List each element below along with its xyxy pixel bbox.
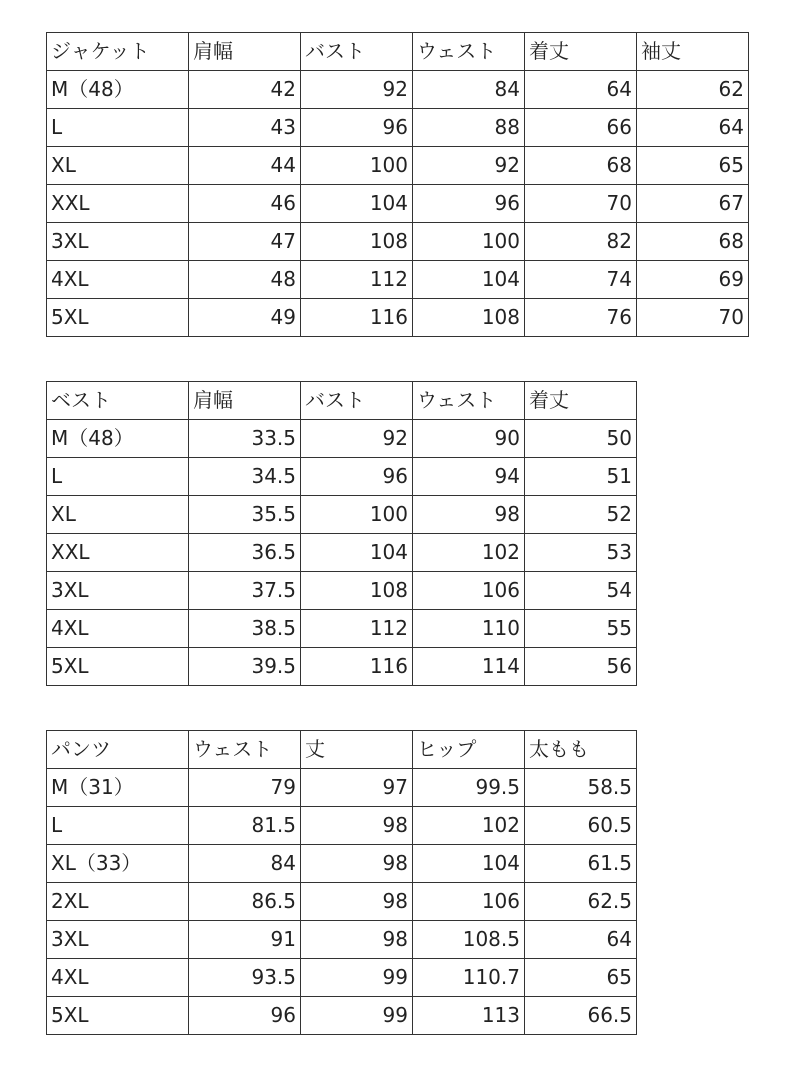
table-row	[47, 997, 637, 1035]
measurement-cell: 46	[189, 185, 301, 223]
measurement-cell: 33.5	[189, 420, 301, 458]
measurement-cell: 34.5	[189, 458, 301, 496]
measurement-cell: 96	[301, 109, 413, 147]
measurement-cell: 62.5	[525, 883, 637, 921]
measurement-cell: 39.5	[189, 648, 301, 686]
measurement-cell: 65	[525, 959, 637, 997]
size-label-cell: 5XL	[47, 299, 189, 337]
measurement-cell: 48	[189, 261, 301, 299]
pants-size-table	[46, 730, 637, 1035]
measurement-cell: 104	[413, 845, 525, 883]
measurement-cell: 98	[301, 807, 413, 845]
measurement-cell: 68	[525, 147, 637, 185]
table-header-row	[47, 382, 637, 420]
measurement-cell: 74	[525, 261, 637, 299]
table-row	[47, 845, 637, 883]
measurement-cell: 42	[189, 71, 301, 109]
measurement-cell: 86.5	[189, 883, 301, 921]
table-column-header: ウェスト	[413, 33, 525, 71]
measurement-cell: 104	[413, 261, 525, 299]
measurement-cell: 88	[413, 109, 525, 147]
table-row	[47, 921, 637, 959]
size-label-cell: L	[47, 109, 189, 147]
table-row	[47, 299, 749, 337]
table-row	[47, 109, 749, 147]
size-label-cell: 3XL	[47, 223, 189, 261]
table-row	[47, 420, 637, 458]
table-row	[47, 223, 749, 261]
table-column-header: 肩幅	[189, 33, 301, 71]
measurement-cell: 65	[637, 147, 749, 185]
measurement-cell: 108	[301, 572, 413, 610]
size-label-cell: M（48）	[47, 420, 189, 458]
measurement-cell: 84	[413, 71, 525, 109]
table-row	[47, 147, 749, 185]
measurement-cell: 112	[301, 610, 413, 648]
measurement-cell: 112	[301, 261, 413, 299]
size-label-cell: 3XL	[47, 921, 189, 959]
table-row	[47, 496, 637, 534]
table-row	[47, 458, 637, 496]
measurement-cell: 44	[189, 147, 301, 185]
measurement-cell: 62	[637, 71, 749, 109]
table-column-header: 丈	[301, 731, 413, 769]
measurement-cell: 106	[413, 883, 525, 921]
measurement-cell: 114	[413, 648, 525, 686]
table-row	[47, 883, 637, 921]
measurement-cell: 61.5	[525, 845, 637, 883]
table-row	[47, 572, 637, 610]
table-column-header: ウェスト	[189, 731, 301, 769]
size-label-cell: 4XL	[47, 959, 189, 997]
measurement-cell: 113	[413, 997, 525, 1035]
measurement-cell: 60.5	[525, 807, 637, 845]
table-category-header: パンツ	[47, 731, 189, 769]
measurement-cell: 51	[525, 458, 637, 496]
measurement-cell: 92	[301, 71, 413, 109]
measurement-cell: 116	[301, 299, 413, 337]
table-column-header: 着丈	[525, 382, 637, 420]
measurement-cell: 99	[301, 959, 413, 997]
measurement-cell: 110.7	[413, 959, 525, 997]
table-column-header: ウェスト	[413, 382, 525, 420]
measurement-cell: 64	[525, 921, 637, 959]
measurement-cell: 53	[525, 534, 637, 572]
measurement-cell: 64	[637, 109, 749, 147]
table-column-header: 太もも	[525, 731, 637, 769]
vest-size-table	[46, 381, 637, 686]
measurement-cell: 56	[525, 648, 637, 686]
measurement-cell: 100	[413, 223, 525, 261]
measurement-cell: 100	[301, 496, 413, 534]
table-column-header: ヒップ	[413, 731, 525, 769]
measurement-cell: 67	[637, 185, 749, 223]
table-column-header: バスト	[301, 382, 413, 420]
table-category-header: ジャケット	[47, 33, 189, 71]
measurement-cell: 90	[413, 420, 525, 458]
measurement-cell: 79	[189, 769, 301, 807]
measurement-cell: 92	[301, 420, 413, 458]
size-label-cell: 2XL	[47, 883, 189, 921]
measurement-cell: 82	[525, 223, 637, 261]
jacket-size-table	[46, 32, 749, 337]
table-row	[47, 185, 749, 223]
measurement-cell: 99.5	[413, 769, 525, 807]
measurement-cell: 92	[413, 147, 525, 185]
table-header-row	[47, 731, 637, 769]
measurement-cell: 58.5	[525, 769, 637, 807]
size-label-cell: 3XL	[47, 572, 189, 610]
pants-table-body	[47, 731, 637, 1035]
measurement-cell: 108.5	[413, 921, 525, 959]
size-label-cell: XL	[47, 147, 189, 185]
measurement-cell: 116	[301, 648, 413, 686]
size-label-cell: XXL	[47, 534, 189, 572]
measurement-cell: 37.5	[189, 572, 301, 610]
measurement-cell: 50	[525, 420, 637, 458]
measurement-cell: 84	[189, 845, 301, 883]
measurement-cell: 38.5	[189, 610, 301, 648]
measurement-cell: 94	[413, 458, 525, 496]
table-row	[47, 534, 637, 572]
measurement-cell: 70	[525, 185, 637, 223]
measurement-cell: 96	[301, 458, 413, 496]
measurement-cell: 98	[413, 496, 525, 534]
vest-table-body	[47, 382, 637, 686]
measurement-cell: 98	[301, 883, 413, 921]
size-label-cell: 4XL	[47, 261, 189, 299]
table-column-header: 肩幅	[189, 382, 301, 420]
measurement-cell: 106	[413, 572, 525, 610]
measurement-cell: 91	[189, 921, 301, 959]
size-label-cell: M（48）	[47, 71, 189, 109]
table-row	[47, 261, 749, 299]
measurement-cell: 66	[525, 109, 637, 147]
table-column-header: 着丈	[525, 33, 637, 71]
measurement-cell: 52	[525, 496, 637, 534]
measurement-cell: 104	[301, 534, 413, 572]
measurement-cell: 36.5	[189, 534, 301, 572]
measurement-cell: 66.5	[525, 997, 637, 1035]
measurement-cell: 97	[301, 769, 413, 807]
size-label-cell: 5XL	[47, 997, 189, 1035]
size-label-cell: XXL	[47, 185, 189, 223]
measurement-cell: 96	[413, 185, 525, 223]
table-row	[47, 959, 637, 997]
measurement-cell: 49	[189, 299, 301, 337]
measurement-cell: 43	[189, 109, 301, 147]
measurement-cell: 54	[525, 572, 637, 610]
size-label-cell: XL	[47, 496, 189, 534]
measurement-cell: 108	[413, 299, 525, 337]
size-label-cell: M（31）	[47, 769, 189, 807]
measurement-cell: 76	[525, 299, 637, 337]
measurement-cell: 99	[301, 997, 413, 1035]
measurement-cell: 55	[525, 610, 637, 648]
measurement-cell: 96	[189, 997, 301, 1035]
measurement-cell: 108	[301, 223, 413, 261]
measurement-cell: 104	[301, 185, 413, 223]
measurement-cell: 70	[637, 299, 749, 337]
measurement-cell: 100	[301, 147, 413, 185]
table-column-header: 袖丈	[637, 33, 749, 71]
table-row	[47, 71, 749, 109]
measurement-cell: 110	[413, 610, 525, 648]
measurement-cell: 47	[189, 223, 301, 261]
measurement-cell: 68	[637, 223, 749, 261]
measurement-cell: 98	[301, 845, 413, 883]
size-label-cell: L	[47, 807, 189, 845]
measurement-cell: 69	[637, 261, 749, 299]
table-row	[47, 648, 637, 686]
size-label-cell: 4XL	[47, 610, 189, 648]
jacket-table-body	[47, 33, 749, 337]
size-label-cell: 5XL	[47, 648, 189, 686]
table-row	[47, 807, 637, 845]
measurement-cell: 98	[301, 921, 413, 959]
size-label-cell: XL（33）	[47, 845, 189, 883]
size-label-cell: L	[47, 458, 189, 496]
table-row	[47, 610, 637, 648]
measurement-cell: 35.5	[189, 496, 301, 534]
measurement-cell: 102	[413, 534, 525, 572]
measurement-cell: 81.5	[189, 807, 301, 845]
measurement-cell: 93.5	[189, 959, 301, 997]
table-row	[47, 769, 637, 807]
table-category-header: ベスト	[47, 382, 189, 420]
measurement-cell: 102	[413, 807, 525, 845]
table-column-header: バスト	[301, 33, 413, 71]
table-header-row	[47, 33, 749, 71]
measurement-cell: 64	[525, 71, 637, 109]
